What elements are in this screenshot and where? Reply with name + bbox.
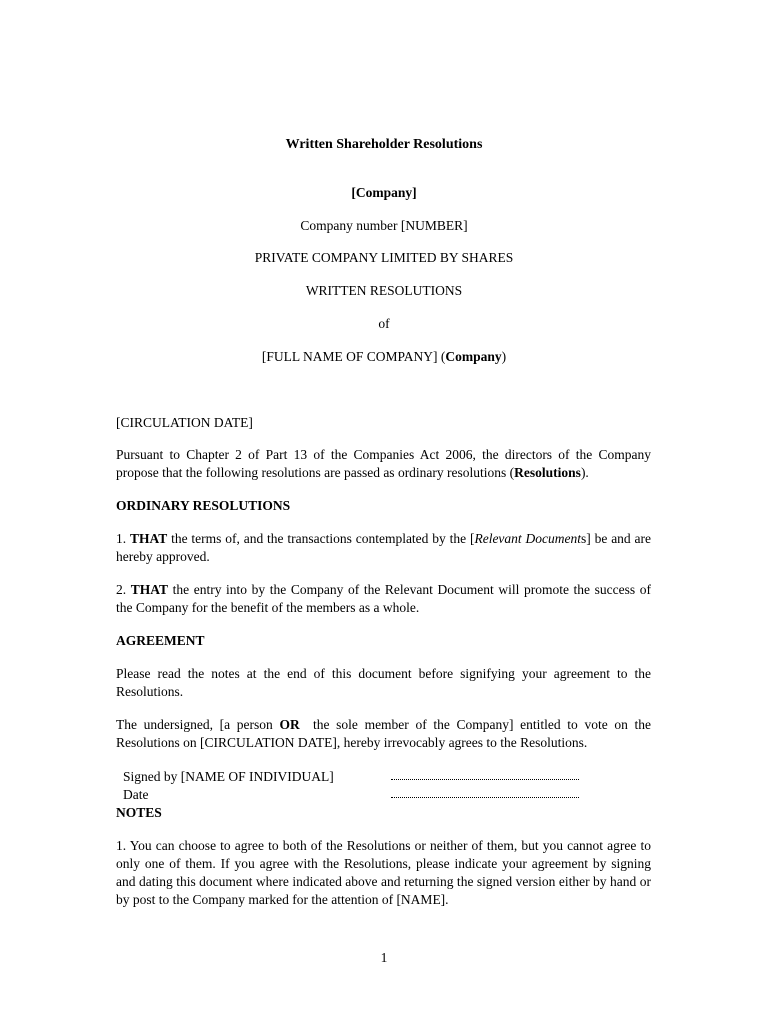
signature-line[interactable] — [391, 779, 579, 780]
company-full-name: [FULL NAME OF COMPANY] (Company) — [261, 349, 507, 364]
document-title: Written Shareholder Resolutions — [285, 137, 483, 152]
page-number: 1 — [380, 950, 388, 965]
of-label: of — [378, 316, 390, 331]
company-type: PRIVATE COMPANY LIMITED BY SHARES — [254, 250, 514, 265]
date-line[interactable] — [391, 797, 579, 798]
ordinary-resolutions-heading: ORDINARY RESOLUTIONS — [116, 498, 291, 513]
intro-paragraph: Pursuant to Chapter 2 of Part 13 of the Companies Act 2006, the directors of the Company propose that the following resolutions are passed as ordinary resolutions (Resolutions). — [116, 447, 651, 480]
undersigned-paragraph: The undersigned, [a person OR the sole member of the Company] entitled to vote on the Resolutions on [CIRCULATION DATE], hereby irrevocably agrees to the Resolutions. — [116, 717, 655, 750]
company-placeholder: [Company] — [351, 185, 417, 200]
company-number: Company number [NUMBER] — [300, 218, 468, 233]
resolution-2: 2. THAT the entry into by the Company of the Relevant Document will promote the success of the Company for the benefit of the members as a whole. — [116, 582, 651, 615]
document-type: WRITTEN RESOLUTIONS — [305, 283, 463, 298]
resolution-1: 1. THAT the terms of, and the transactions contemplated by the [Relevant Documents] be and are hereby approved. — [116, 531, 652, 564]
circulation-date: [CIRCULATION DATE] — [116, 415, 253, 430]
signed-by-label: Signed by [NAME OF INDIVIDUAL] — [123, 769, 334, 784]
agreement-heading: AGREEMENT — [116, 633, 205, 648]
notes-heading: NOTES — [116, 805, 162, 820]
agreement-paragraph: Please read the notes at the end of this document before signifying your agreement to the Resolutions. — [116, 666, 651, 699]
date-label: Date — [123, 787, 149, 802]
note-1: 1. You can choose to agree to both of the Resolutions or neither of them, but you cannot agree to only one of them. If you agree with the Resolutions, please indicate your agreement by signing and dating this document where indicated above and returning the signed version either by hand or by post to the Company marked for the attention of [NAME]. — [116, 838, 651, 907]
